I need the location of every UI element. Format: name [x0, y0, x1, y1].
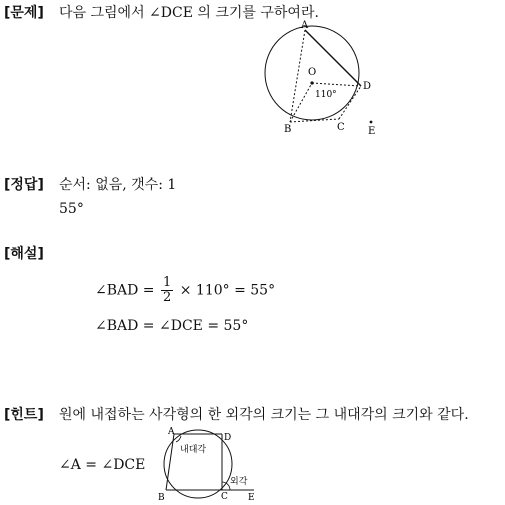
fraction-denominator: 2: [163, 290, 172, 305]
answer-value: 55°: [59, 201, 84, 217]
hint-label: [힌트]: [4, 407, 44, 423]
hint-fig-label-d: D: [224, 433, 232, 443]
hint-text: 원에 내접하는 사각형의 한 외각의 크기는 그 내대각의 크기와 같다.: [59, 407, 469, 423]
fraction-numerator: 1: [163, 275, 172, 290]
problem-figure: [255, 18, 395, 138]
answer-label: [정답]: [4, 177, 44, 193]
problem-label: [문제]: [4, 5, 44, 21]
hint-fig-label-b: B: [158, 493, 165, 503]
fig-label-d: D: [363, 81, 372, 92]
fig-label-c: C: [337, 122, 345, 133]
solution-line1-rhs: × 110° = 55°: [179, 282, 276, 299]
fig-label-o: O: [308, 67, 317, 78]
fig-label-e: E: [368, 126, 376, 137]
solution-line1-lhs: ∠BAD =: [95, 282, 155, 299]
hint-formula: ∠A = ∠DCE: [59, 457, 146, 473]
fig-label-a: A: [301, 20, 309, 31]
fig-angle-label: 110°: [315, 90, 337, 100]
solution-line-2: ∠BAD = ∠DCE = 55°: [95, 318, 249, 334]
hint-figure: [154, 424, 264, 504]
fig-label-b: B: [284, 124, 292, 135]
hint-fig-label-c: C: [221, 492, 228, 502]
problem-text: 다음 그림에서 ∠DCE 의 크기를 구하여라.: [59, 5, 319, 21]
solution-label: [해설]: [4, 246, 44, 262]
hint-fig-outer-label: 외각: [230, 477, 248, 487]
answer-meta: 순서: 없음, 갯수: 1: [59, 177, 177, 193]
solution-fraction: [161, 276, 173, 305]
hint-fig-label-e: E: [248, 493, 255, 503]
hint-fig-label-a: A: [168, 427, 175, 437]
solution-line-1: [95, 276, 275, 305]
hint-fig-inner-label: 내대각: [180, 445, 207, 455]
